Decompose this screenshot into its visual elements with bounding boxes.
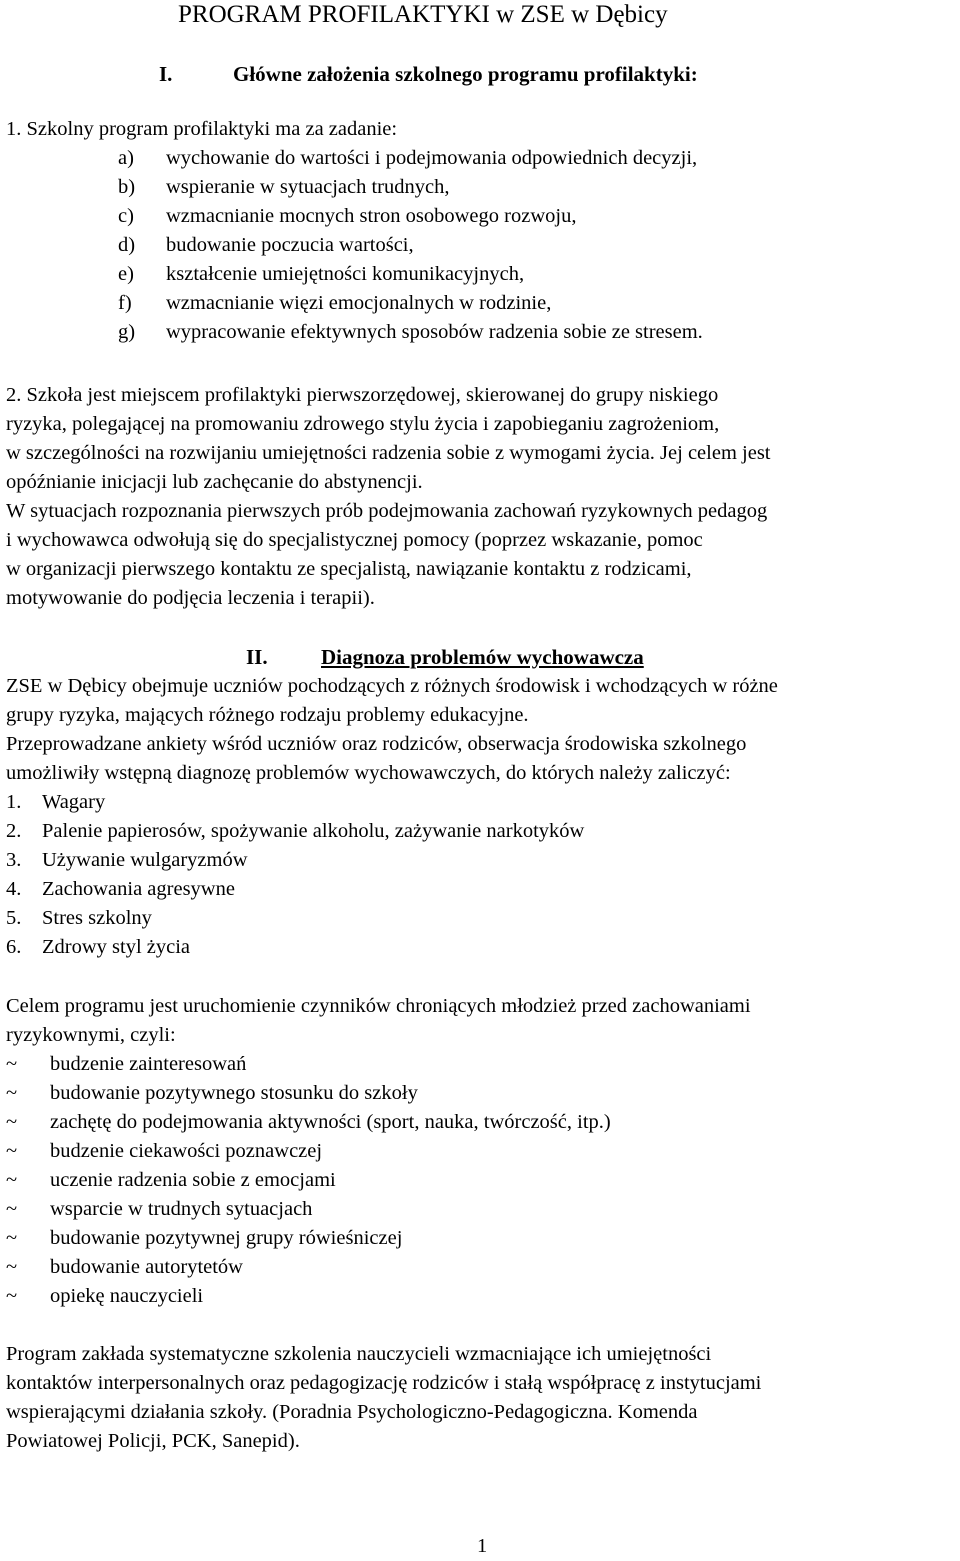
task-item bbox=[6, 202, 956, 231]
task-text: wypracowanie efektywnych sposobów radzenia sobie ze stresem. bbox=[166, 321, 703, 343]
paragraph-line: grupy ryzyka, mających różnego rodzaju problemy edukacyjne. bbox=[6, 704, 529, 726]
list-item bbox=[6, 1224, 956, 1253]
paragraph-line: Powiatowej Policji, PCK, Sanepid). bbox=[6, 1430, 300, 1452]
list-text: zachętę do podejmowania aktywności (sport, nauka, twórczość, itp.) bbox=[50, 1111, 611, 1133]
list-text: Stres szkolny bbox=[42, 907, 152, 929]
task-item bbox=[6, 173, 956, 202]
list-number: 3. bbox=[6, 849, 22, 871]
task-text: wspieranie w sytuacjach trudnych, bbox=[166, 176, 450, 198]
list-item bbox=[6, 1108, 956, 1137]
list-item bbox=[6, 933, 956, 962]
list-item bbox=[6, 1195, 956, 1224]
list-text: budzenie ciekawości poznawczej bbox=[50, 1140, 323, 1162]
list-text: Zdrowy styl życia bbox=[42, 936, 191, 958]
tilde-bullet: ~ bbox=[6, 1140, 18, 1162]
task-text: wychowanie do wartości i podejmowania odpowiednich decyzji, bbox=[166, 147, 698, 169]
task-item bbox=[6, 289, 956, 318]
paragraph-line: W sytuacjach rozpoznania pierwszych prób podejmowania zachowań ryzykownych pedagog bbox=[6, 500, 768, 522]
task-text: kształcenie umiejętności komunikacyjnych, bbox=[166, 263, 525, 285]
section-2-heading bbox=[246, 643, 644, 672]
paragraph-line: opóźnianie inicjacji lub zachęcanie do abstynencji. bbox=[6, 471, 423, 493]
list-number: 6. bbox=[6, 936, 22, 958]
paragraph-line: w szczególności na rozwijaniu umiejętności radzenia sobie z wymogami życia. Jej celem jest bbox=[6, 442, 771, 464]
paragraph-line: ryzyka, polegającej na promowaniu zdrowego stylu życia i zapobieganiu zagrożeniom, bbox=[6, 413, 720, 435]
paragraph-line: ZSE w Dębicy obejmuje uczniów pochodzących z różnych środowisk i wchodzących w różne bbox=[6, 675, 778, 697]
list-item bbox=[6, 846, 956, 875]
list-text: uczenie radzenia sobie z emocjami bbox=[50, 1169, 336, 1191]
list-item bbox=[6, 817, 956, 846]
section-1-title: Główne założenia szkolnego programu profilaktyki: bbox=[233, 62, 698, 86]
tilde-bullet: ~ bbox=[6, 1111, 18, 1133]
list-item bbox=[6, 1050, 956, 1079]
paragraph-line: ryzykownymi, czyli: bbox=[6, 1024, 176, 1046]
task-label: f) bbox=[118, 292, 132, 314]
list-item bbox=[6, 904, 956, 933]
list-text: budowanie autorytetów bbox=[50, 1256, 243, 1278]
section-2-intro bbox=[6, 672, 952, 788]
tilde-bullet: ~ bbox=[6, 1169, 18, 1191]
closing-paragraph bbox=[6, 1340, 952, 1456]
task-item bbox=[6, 260, 956, 289]
list-number: 2. bbox=[6, 820, 22, 842]
list-text: budowanie pozytywnego stosunku do szkoły bbox=[50, 1082, 418, 1104]
task-item bbox=[6, 231, 956, 260]
list-item bbox=[6, 1137, 956, 1166]
list-item bbox=[6, 1079, 956, 1108]
task-text: budowanie poczucia wartości, bbox=[166, 234, 414, 256]
point-1 bbox=[6, 115, 956, 347]
document-title: PROGRAM PROFILAKTYKI w ZSE w Dębicy bbox=[178, 1, 668, 28]
task-item bbox=[6, 318, 956, 347]
list-text: budzenie zainteresowań bbox=[50, 1053, 247, 1075]
paragraph-line: umożliwiły wstępną diagnozę problemów wychowawczych, do których należy zaliczyć: bbox=[6, 762, 731, 784]
list-text: Używanie wulgaryzmów bbox=[42, 849, 248, 871]
paragraph-line: Przeprowadzane ankiety wśród uczniów oraz rodziców, obserwacja środowiska szkolnego bbox=[6, 733, 747, 755]
list-number: 5. bbox=[6, 907, 22, 929]
tilde-bullet: ~ bbox=[6, 1256, 18, 1278]
tilde-bullet: ~ bbox=[6, 1198, 18, 1220]
section-1-number: I. bbox=[159, 62, 173, 86]
paragraph-line: wspierającymi działania szkoły. (Poradnia Psychologiczno-Pedagogiczna. Komenda bbox=[6, 1401, 698, 1423]
list-number: 4. bbox=[6, 878, 22, 900]
page-number: 1 bbox=[477, 1535, 488, 1557]
list-item bbox=[6, 1253, 956, 1282]
tilde-bullet: ~ bbox=[6, 1053, 18, 1075]
list-text: wsparcie w trudnych sytuacjach bbox=[50, 1198, 313, 1220]
tilde-bullet: ~ bbox=[6, 1285, 18, 1307]
paragraph-line: i wychowawca odwołują się do specjalistycznej pomocy (poprzez wskazanie, pomoc bbox=[6, 529, 703, 551]
list-text: opiekę nauczycieli bbox=[50, 1285, 204, 1307]
task-text: wzmacnianie więzi emocjonalnych w rodzinie, bbox=[166, 292, 552, 314]
paragraph-line: 2. Szkoła jest miejscem profilaktyki pierwszorzędowej, skierowanej do grupy niskiego bbox=[6, 384, 719, 406]
task-label: a) bbox=[118, 147, 134, 169]
task-label: e) bbox=[118, 263, 134, 285]
problem-list bbox=[6, 788, 956, 962]
task-label: g) bbox=[118, 321, 136, 343]
list-item bbox=[6, 788, 956, 817]
section-2-number: II. bbox=[246, 645, 268, 669]
list-item bbox=[6, 1282, 956, 1311]
section-2-title: Diagnoza problemów wychowawcza bbox=[321, 645, 644, 669]
point-3-paragraph bbox=[6, 497, 952, 613]
list-text: Wagary bbox=[42, 791, 106, 813]
paragraph-line: Celem programu jest uruchomienie czynników chroniących młodzież przed zachowaniami bbox=[6, 995, 751, 1017]
tilde-bullet: ~ bbox=[6, 1082, 18, 1104]
goal-list bbox=[6, 1050, 956, 1311]
section-1-heading bbox=[159, 60, 698, 89]
paragraph-line: kontaktów interpersonalnych oraz pedagogizację rodziców i stałą współpracę z instytucjami bbox=[6, 1372, 762, 1394]
list-text: Zachowania agresywne bbox=[42, 878, 235, 900]
goal-intro bbox=[6, 992, 952, 1050]
point-2-paragraph bbox=[6, 381, 952, 497]
task-item bbox=[6, 144, 956, 173]
task-label: d) bbox=[118, 234, 136, 256]
task-label: b) bbox=[118, 176, 136, 198]
list-text: Palenie papierosów, spożywanie alkoholu, zażywanie narkotyków bbox=[42, 820, 585, 842]
list-item bbox=[6, 875, 956, 904]
tilde-bullet: ~ bbox=[6, 1227, 18, 1249]
list-item bbox=[6, 1166, 956, 1195]
paragraph-line: motywowanie do podjęcia leczenia i terapii). bbox=[6, 587, 375, 609]
list-text: budowanie pozytywnej grupy rówieśniczej bbox=[50, 1227, 403, 1249]
task-text: wzmacnianie mocnych stron osobowego rozwoju, bbox=[166, 205, 577, 227]
list-number: 1. bbox=[6, 791, 22, 813]
point-1-intro: 1. Szkolny program profilaktyki ma za zadanie: bbox=[6, 118, 398, 140]
paragraph-line: Program zakłada systematyczne szkolenia nauczycieli wzmacniające ich umiejętności bbox=[6, 1343, 712, 1365]
task-label: c) bbox=[118, 205, 134, 227]
paragraph-line: w organizacji pierwszego kontaktu ze specjalistą, nawiązanie kontaktu z rodzicami, bbox=[6, 558, 692, 580]
